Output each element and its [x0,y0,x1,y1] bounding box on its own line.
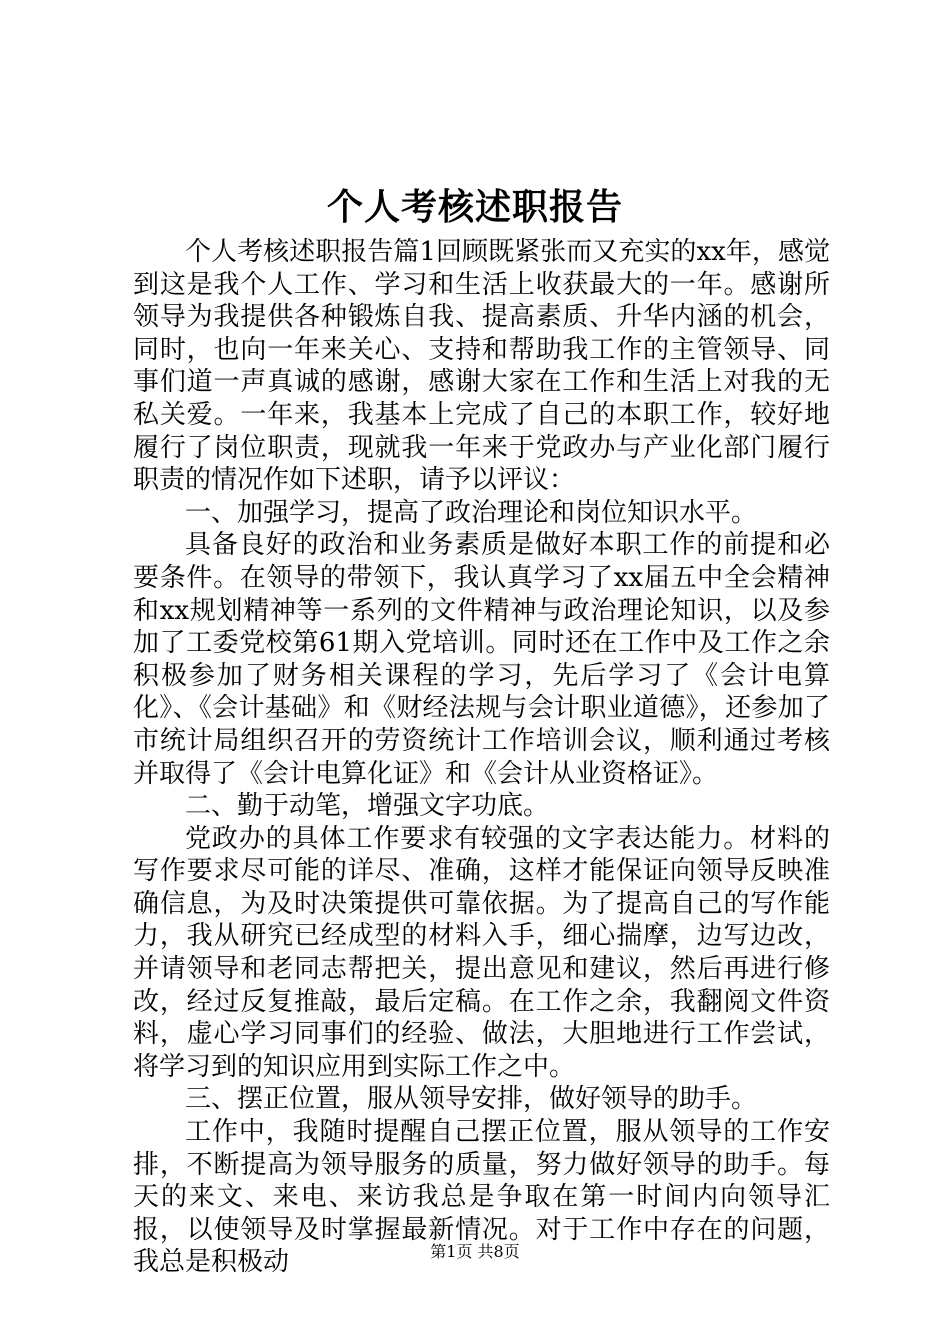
document-body [133,236,830,1279]
paragraph-study: 具备良好的政治和业务素质是做好本职工作的前提和必要条件。在领导的带领下，我认真学习了xx届五中全会精神和xx规划精神等一系列的文件精神与政治理论知识，以及参加了工委党校第61期入党培训。同时还在工作中及工作之余积极参加了财务相关课程的学习，先后学习了《会计电算化》、《会计基础》和《财经法规与会计职业道德》，还参加了市统计局组织召开的劳资统计工作培训会议，顺利通过考核并取得了《会计电算化证》和《会计从业资格证》。 [133,530,830,789]
section-heading-1: 一、加强学习，提高了政治理论和岗位知识水平。 [185,497,758,528]
paragraph-intro: 个人考核述职报告篇1回顾既紧张而又充实的xx年，感觉到这是我个人工作、学习和生活上收获最大的一年。感谢所领导为我提供各种锻炼自我、提高素质、升华内涵的机会，同时，也向一年来关心、支持和帮助我工作的主管领导、同事们道一声真诚的感谢，感谢大家在工作和生活上对我的无私关爱。一年来，我基本上完成了自己的本职工作，较好地履行了岗位职责，现就我一年来于党政办与产业化部门履行职责的情况作如下述职，请予以评议： [133,237,830,496]
document-title: 个人考核述职报告 [326,186,623,228]
paragraph-writing: 党政办的具体工作要求有较强的文字表达能力。材料的写作要求尽可能的详尽、准确，这样才能保证向领导反映准确信息，为及时决策提供可靠依据。为了提高自己的写作能力，我从研究已经成型的材料入手，细心揣摩，边写边改，并请领导和老同志帮把关，提出意见和建议，然后再进行修改，经过反复推敲，最后定稿。在工作之余，我翻阅文件资料，虚心学习同事们的经验、做法，大胆地进行工作尝试，将学习到的知识应用到实际工作之中。 [133,823,830,1082]
section-heading-3: 三、摆正位置，服从领导安排，做好领导的助手。 [185,1084,758,1115]
paragraph-position: 工作中，我随时提醒自己摆正位置，服从领导的工作安排，不断提高为领导服务的质量，努力做好领导的助手。每天的来文、来电、来访我总是争取在第一时间内向领导汇报，以使领导及时掌握最新情况。对于工作中存在的问题，我总是积极动 [133,1117,830,1278]
section-heading-2: 二、勤于动笔，增强文字功底。 [185,791,550,822]
page-footer: 第1页 共8页 [430,1242,520,1261]
